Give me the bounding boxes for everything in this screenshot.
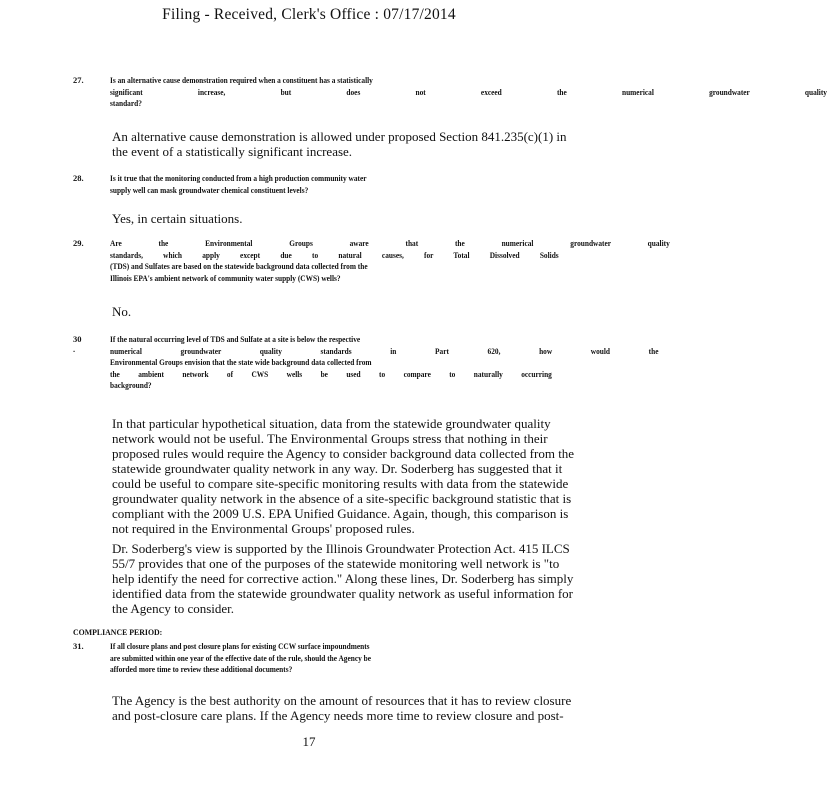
question-text: Is it true that the monitoring conducted from a high production community water supply well can mask groundwater chemical constituent levels? bbox=[110, 174, 367, 195]
section-heading-compliance-period: COMPLIANCE PERIOD: bbox=[73, 627, 163, 637]
answer-30-paragraph-1: In that particular hypothetical situation, data from the statewide groundwater quality network would not be useful. The Environmental Groups stress that nothing in their proposed rules would require the Agency to consider background data collected from the statewide groundwater quality network in any way. Dr. Soderberg has suggested that it could be useful to compare site-specific monitoring results with data from the statewide groundwater quality network in the absence of a site-specific background statistic that is compliant with the 2009 U.S. EPA Unified Guidance. Again, though, this comparison is not required in the Environmental Groups' proposed rules. bbox=[112, 416, 575, 536]
answer-29: No. bbox=[112, 304, 132, 319]
answer-30-paragraph-2: Dr. Soderberg's view is supported by the Illinois Groundwater Protection Act. 415 ILCS 55/7 provides that one of the purposes of the statewide monitoring well network is "to help identify the need for corrective action." Along these lines, Dr. Soderberg has simply identified data from the statewide groundwater quality network as useful information for the Agency to consider. bbox=[112, 541, 574, 616]
question-text: If the natural occurring level of TDS and Sulfate at a site is below the respective numerical groundwater quality standards in Part 620, how would the Environmental Groups envision that the state wide background data collected from the ambient network of CWS wells be used to compare to naturally occurring background? bbox=[110, 335, 659, 390]
question-text: Are the Environmental Groups aware that the numerical groundwater quality standards, which apply except due to natural causes, for Total Dissolved Solids (TDS) and Sulfates are based on the statewide background data collected from the Illinois EPA's ambient network of community water supply (CWS) wells? bbox=[110, 239, 670, 283]
question-number: 28. bbox=[73, 173, 84, 183]
question-text: Is an alternative cause demonstration required when a constituent has a statistically significant increase, but does not exceed the numerical groundwater quality standard? bbox=[110, 76, 827, 108]
question-number: 31. bbox=[73, 641, 84, 651]
page-number: 17 bbox=[302, 734, 316, 749]
answer-27: An alternative cause demonstration is allowed under proposed Section 841.235(c)(1) in the event of a statistically significant increase. bbox=[112, 129, 567, 159]
question-number: 29. bbox=[73, 238, 84, 248]
answer-28: Yes, in certain situations. bbox=[112, 211, 243, 226]
answer-31: The Agency is the best authority on the amount of resources that it has to review closure and post-closure care plans. If the Agency needs more time to review closure and post- bbox=[112, 693, 572, 723]
question-number: 27. bbox=[73, 75, 84, 85]
filing-header: Filing - Received, Clerk's Office : 07/17/2014 bbox=[162, 6, 456, 23]
question-number: 30 . bbox=[73, 334, 82, 354]
question-text: If all closure plans and post closure plans for existing CCW surface impoundments are submitted within one year of the effective date of the rule, should the Agency be afforded more time to review these additional documents? bbox=[110, 642, 371, 674]
